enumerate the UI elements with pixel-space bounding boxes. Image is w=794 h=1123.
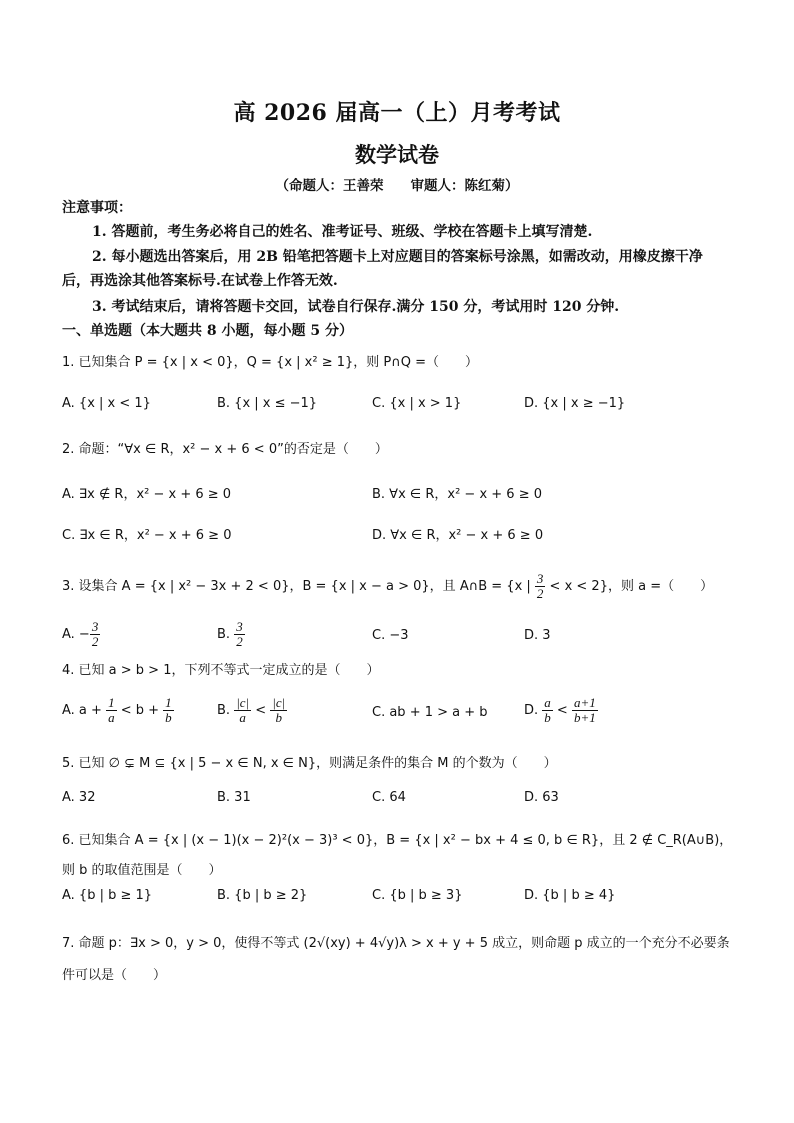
question-4-option-c: C. ab + 1 > a + b xyxy=(372,705,488,720)
fraction-denominator: a xyxy=(108,710,115,725)
question-5-option-c: C. 64 xyxy=(372,790,406,805)
option-label: A. a + xyxy=(62,703,107,718)
question-3-stem xyxy=(62,572,742,601)
question-2-option-c: C. ∃x ∈ R，x² − x + 6 ≥ 0 xyxy=(62,528,232,543)
fraction-numerator: 1 xyxy=(165,695,172,710)
option-fraction xyxy=(90,620,101,649)
question-6-stem: 6. 已知集合 A = {x | (x − 1)(x − 2)²(x − 3)³ < 0}，B = {x | x² − bx + 4 ≤ 0, b ∈ R}，且 2 ∉ C_R(A∪B)，则 b 的取值范围是（ ） xyxy=(62,833,733,878)
question-1-option-a: A. {x | x < 1} xyxy=(62,396,151,411)
question-6-option-c: C. {b | b ≥ 3} xyxy=(372,888,463,903)
question-3-option-c: C. −3 xyxy=(372,628,409,643)
option-fraction xyxy=(163,696,174,725)
question-5-option-b: B. 31 xyxy=(217,790,251,805)
option-fraction xyxy=(234,696,251,725)
fraction-numerator: 3 xyxy=(91,619,99,634)
option-label: A. − xyxy=(62,627,90,642)
fraction-denominator: a xyxy=(239,710,246,725)
option-text: < b + xyxy=(116,703,164,718)
fraction-denominator: b xyxy=(275,710,282,725)
exam-subtitle: 数学试卷 xyxy=(355,142,439,167)
exam-title: 高 2026 届高一（上）月考考试 xyxy=(233,100,561,126)
fraction-numerator: 1 xyxy=(108,695,115,710)
option-fraction xyxy=(542,696,553,725)
question-3-stem-part2: < x < 2}，则 a =（ ） xyxy=(545,579,714,594)
question-1-option-c: C. {x | x > 1} xyxy=(372,396,462,411)
fraction-denominator: b xyxy=(544,710,551,725)
question-3-option-b xyxy=(217,620,245,649)
question-3-fraction xyxy=(535,572,546,601)
fraction-numerator: a xyxy=(544,695,551,710)
question-6-option-b: B. {b | b ≥ 2} xyxy=(217,888,308,903)
option-label: B. xyxy=(217,627,235,642)
question-5-option-d: D. 63 xyxy=(524,790,559,805)
section-title: 一、单选题（本大题共 8 小题，每小题 5 分） xyxy=(62,323,353,339)
fraction-denominator: 2 xyxy=(91,634,99,649)
option-fraction xyxy=(270,696,287,725)
notes-heading: 注意事项： xyxy=(62,200,132,216)
question-2-option-a: A. ∃x ∉ R，x² − x + 6 ≥ 0 xyxy=(62,487,232,502)
exam-authors: （命题人：王善荣 审题人：陈红菊） xyxy=(275,178,519,194)
question-4-option-b: B. $\frac{|c|}{a}$ < $\frac{|c|}{b}$ xyxy=(217,695,286,725)
fraction-numerator: |c| xyxy=(272,695,286,710)
option-label: B. xyxy=(217,703,235,718)
option-label: D. xyxy=(524,703,543,718)
question-2-option-b: B. ∀x ∈ R，x² − x + 6 ≥ 0 xyxy=(372,487,543,502)
question-3-stem-part1: 3. 设集合 A = {x | x² − 3x + 2 < 0}，B = {x | x − a > 0}，且 A∩B = {x | xyxy=(62,579,535,594)
note-item: 1. 答题前，考生务必将自己的姓名、准考证号、班级、学校在答题卡上填写清楚. xyxy=(92,224,593,240)
fraction-numerator: a+1 xyxy=(573,695,596,710)
note-item: 2. 每小题选出答案后，用 2B 铅笔把答题卡上对应题目的答案标号涂黑，如需改动，用橡皮擦干净后，再选涂其他答案标号.在试卷上作答无效. xyxy=(62,249,703,289)
option-fraction xyxy=(106,696,117,725)
question-6-option-d: D. {b | b ≥ 4} xyxy=(524,888,616,903)
question-4-stem: 4. 已知 a > b > 1，下列不等式一定成立的是（ ） xyxy=(62,663,380,678)
question-1-stem: 1. 已知集合 P = {x | x < 0}，Q = {x | x² ≥ 1}，则 P∩Q =（ ） xyxy=(62,355,479,370)
question-3-option-a xyxy=(62,620,100,649)
question-1-option-d: D. {x | x ≥ −1} xyxy=(524,396,626,411)
question-7-stem: 7. 命题 p：∃x > 0，y > 0，使得不等式 (2√(xy) + 4√y)λ > x + y + 5 成立，则命题 p 成立的一个充分不必要条件可以是（ ） xyxy=(62,936,730,983)
question-4-option-d: D. $\frac{a}{b}$ < $\frac{a+1}{b+1}$ xyxy=(524,695,596,725)
question-5-stem: 5. 已知 ∅ ⊊ M ⊆ {x | 5 − x ∈ N, x ∈ N}，则满足条件的集合 M 的个数为（ ） xyxy=(62,756,557,771)
question-5-option-a: A. 32 xyxy=(62,790,96,805)
fraction-numerator: 3 xyxy=(536,571,544,586)
question-2-option-d: D. ∀x ∈ R，x² − x + 6 ≥ 0 xyxy=(372,528,544,543)
question-6-option-a: A. {b | b ≥ 1} xyxy=(62,888,153,903)
fraction-denominator: b+1 xyxy=(573,710,596,725)
fraction-denominator: 2 xyxy=(536,586,544,601)
question-4-option-a xyxy=(62,696,174,725)
fraction-denominator: 2 xyxy=(236,634,243,649)
question-2-stem: 2. 命题：“∀x ∈ R，x² − x + 6 < 0”的否定是（ ） xyxy=(62,442,388,457)
question-3-option-d: D. 3 xyxy=(524,628,551,643)
option-fraction xyxy=(234,620,245,649)
fraction-denominator: b xyxy=(165,710,172,725)
question-1-option-b: B. {x | x ≤ −1} xyxy=(217,396,318,411)
option-fraction xyxy=(572,696,598,725)
fraction-numerator: 3 xyxy=(236,619,243,634)
note-item: 3. 考试结束后，请将答题卡交回，试卷自行保存.满分 150 分，考试用时 120 分钟. xyxy=(92,299,620,315)
fraction-numerator: |c| xyxy=(236,695,250,710)
